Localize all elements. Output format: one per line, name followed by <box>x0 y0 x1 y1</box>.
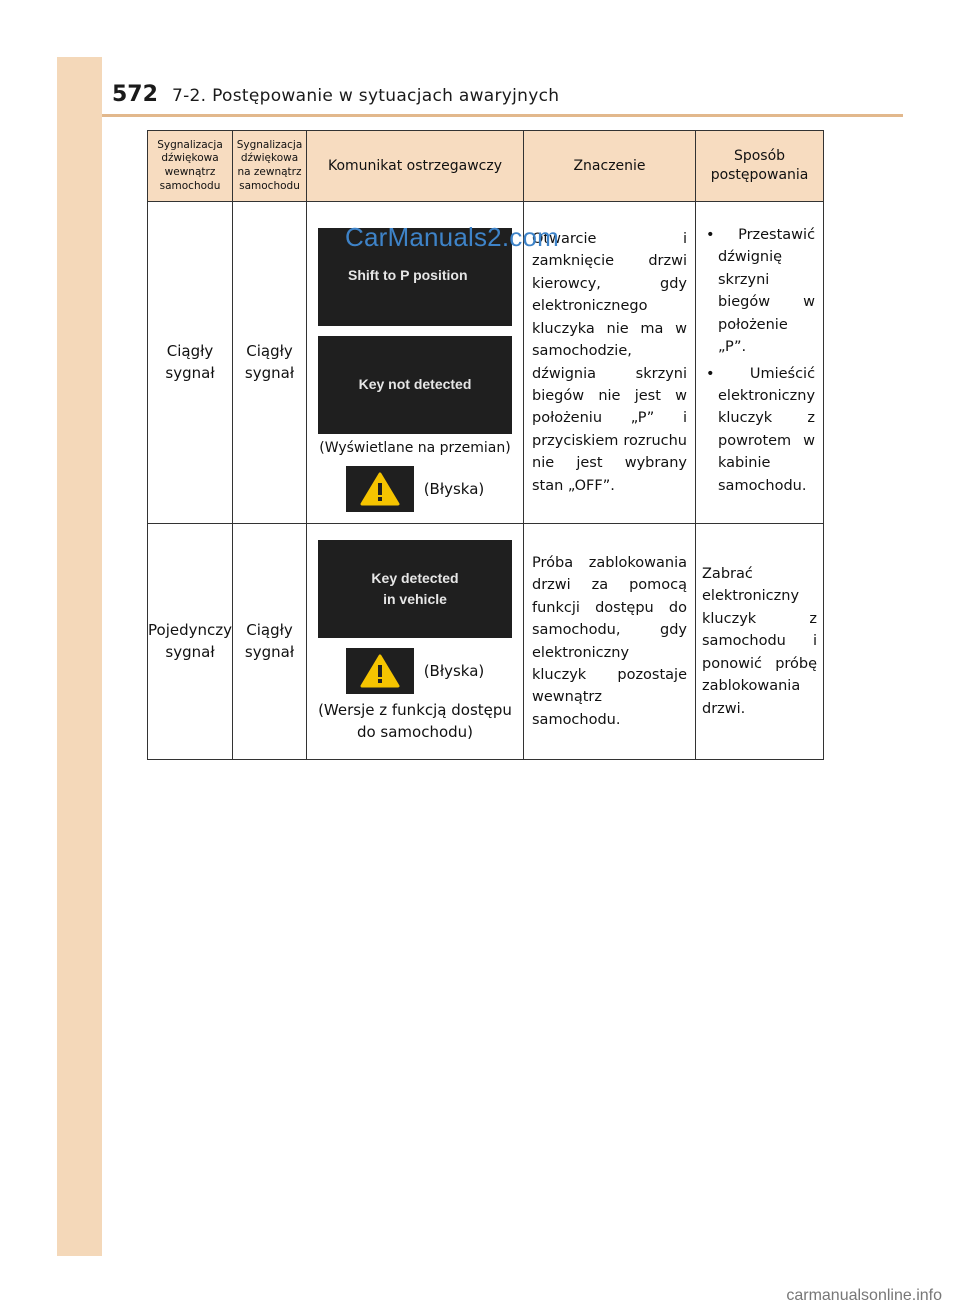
list-item: • Umieścić elektroniczny kluczyk z powrotem w kabinie samochodu. <box>706 365 816 494</box>
action-text: Zabrać elektroniczny kluczyk z samochodu i ponowić próbę zablokowania drzwi. <box>702 565 818 717</box>
page-number: 572 <box>112 82 158 107</box>
table-row <box>148 524 824 760</box>
action-list <box>696 224 823 498</box>
col-header-inside: Sygnalizacja dźwiękowa wewnątrz samochodu <box>148 131 233 202</box>
sidebar-tab <box>57 57 102 1256</box>
cell-inside: Ciągły sygnał <box>148 202 233 524</box>
screen-text: Key detected <box>371 569 459 586</box>
cell-action <box>696 524 824 760</box>
warning-triangle-icon <box>346 466 414 512</box>
cell-outside: Ciągły sygnał <box>233 202 307 524</box>
col-header-outside: Sygnalizacja dźwiękowa na zewnątrz samochodu <box>233 131 307 202</box>
watermark: CarManuals2.com <box>345 222 559 252</box>
screen-text: Shift to P position <box>348 266 468 283</box>
table-header-row <box>148 131 824 202</box>
cell-message <box>307 524 524 760</box>
warning-indicator <box>307 648 523 694</box>
meaning-text: Próba zablokowania drzwi za pomocą funkcji dostępu do samochodu, gdy elektroniczny kluczyk pozostaje wewnątrz samochodu. <box>532 554 687 728</box>
section-title: 7-2. Postępowanie w sytuacjach awaryjnych <box>172 86 560 106</box>
col-header-action: Sposób postępowania <box>696 131 824 202</box>
screen-text: in vehicle <box>383 590 447 607</box>
cell-action <box>696 202 824 524</box>
warning-indicator <box>307 466 523 512</box>
meaning-text: Otwarcie i zamknięcie drzwi kierowcy, gdy elektronicznego kluczyka nie ma w samochodzie, dźwignia skrzyni biegów nie jest w położeniu „P” i przyciskiem rozruchu nie jest wybrany stan „OFF”. <box>532 230 687 494</box>
col-header-meaning: Znaczenie <box>524 131 696 202</box>
warning-triangle-icon <box>346 648 414 694</box>
screen-text: Key not detected <box>358 376 472 392</box>
cell-meaning <box>524 524 696 760</box>
header-rule <box>102 114 903 117</box>
version-caption: (Wersje z funkcją dostępu do samochodu) <box>318 700 512 741</box>
cell-inside: Pojedynczy sygnał <box>148 524 233 760</box>
footer-watermark: carmanualsonline.info <box>786 1287 942 1304</box>
alternating-caption: (Wyświetlane na przemian) <box>319 439 511 456</box>
cell-outside: Ciągły sygnał <box>233 524 307 760</box>
list-item: • Przestawić dźwignię skrzyni biegów w położenie „P”. <box>706 226 816 356</box>
display-screen <box>318 336 512 434</box>
flash-label: (Błyska) <box>423 661 485 680</box>
col-header-message: Komunikat ostrzegawczy <box>307 131 524 202</box>
display-screen <box>318 540 512 638</box>
flash-label: (Błyska) <box>423 479 485 498</box>
